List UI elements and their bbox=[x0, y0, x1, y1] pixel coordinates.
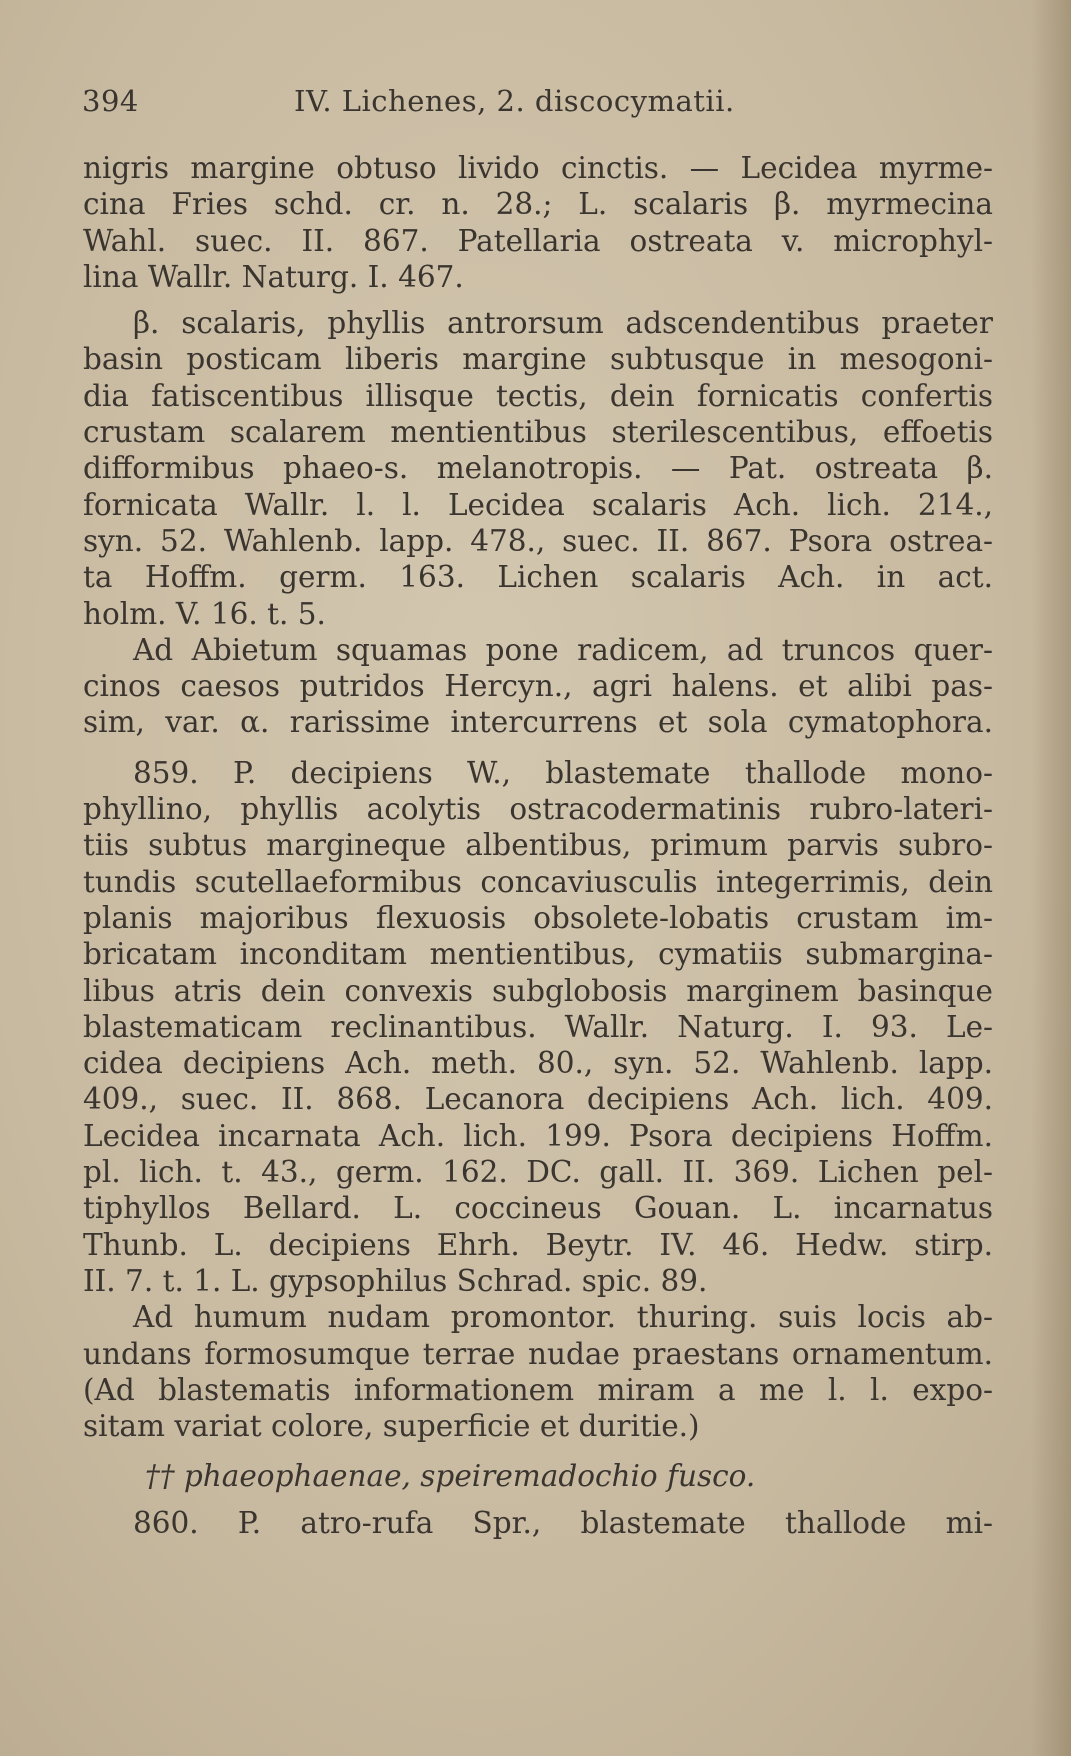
text-line: fornicata Wallr. l. l. Lecidea scalaris Ach. lich. 214., bbox=[83, 487, 993, 522]
page-body bbox=[83, 150, 993, 1541]
text-line: syn. 52. Wahlenb. lapp. 478., suec. II. 867. Psora ostrea- bbox=[83, 523, 993, 558]
text-line: blastematicam reclinantibus. Wallr. Naturg. I. 93. Le- bbox=[83, 1009, 993, 1044]
text-line: ta Hoffm. germ. 163. Lichen scalaris Ach. in act. bbox=[83, 560, 993, 595]
text-line: phyllino, phyllis acolytis ostracodermatinis rubro-lateri- bbox=[83, 792, 993, 827]
text-line: cinos caesos putridos Hercyn., agri halens. et alibi pas- bbox=[83, 669, 993, 704]
section-heading-phaeophaenae: †† phaeophaenae, speiremadochio fusco. bbox=[145, 1459, 756, 1494]
text-line: basin posticam liberis margine subtusque in mesogoni- bbox=[83, 342, 993, 377]
text-line: pl. lich. t. 43., germ. 162. DC. gall. II. 369. Lichen pel- bbox=[83, 1155, 993, 1190]
text-line: cidea decipiens Ach. meth. 80., syn. 52. Wahlenb. lapp. bbox=[83, 1046, 993, 1081]
text-line: undans formosumque terrae nudae praestans ornamentum. bbox=[83, 1336, 993, 1371]
text-line: Wahl. suec. II. 867. Patellaria ostreata v. microphyl- bbox=[83, 223, 993, 258]
running-title: IV. Lichenes, 2. discocymatii. bbox=[294, 84, 735, 118]
text-line: Ad humum nudam promontor. thuring. suis locis ab- bbox=[133, 1300, 993, 1335]
text-line: planis majoribus flexuosis obsolete-lobatis crustam im- bbox=[83, 900, 993, 935]
text-line: holm. V. 16. t. 5. bbox=[83, 596, 326, 631]
text-line: tiphyllos Bellard. L. coccineus Gouan. L. incarnatus bbox=[83, 1191, 993, 1226]
text-line: dia fatiscentibus illisque tectis, dein fornicatis confertis bbox=[83, 378, 993, 413]
species-heading-859: 859. P. decipiens W., blastemate thallode mono- bbox=[133, 755, 993, 790]
text-line: nigris margine obtuso livido cinctis. — Lecidea myrme- bbox=[83, 151, 993, 185]
text-line: II. 7. t. 1. L. gypsophilus Schrad. spic. 89. bbox=[83, 1263, 708, 1298]
text-line: bricatam inconditam mentientibus, cymatiis submargina- bbox=[83, 937, 993, 972]
text-line: 409., suec. II. 868. Lecanora decipiens Ach. lich. 409. bbox=[83, 1082, 993, 1117]
text-line: difformibus phaeo-s. melanotropis. — Pat. ostreata β. bbox=[83, 451, 993, 486]
text-line: tiis subtus margineque albentibus, primum parvis subro- bbox=[83, 828, 993, 863]
page-edge-shadow bbox=[1031, 0, 1071, 1756]
species-heading-860: 860. P. atro-rufa Spr., blastemate thallode mi- bbox=[133, 1505, 993, 1540]
text-line: sim, var. α. rarissime intercurrens et sola cymatophora. bbox=[83, 705, 993, 740]
page-number: 394 bbox=[82, 84, 139, 118]
page-header bbox=[82, 84, 982, 126]
text-line: lina Wallr. Naturg. I. 467. bbox=[83, 259, 464, 294]
text-line: cina Fries schd. cr. n. 28.; L. scalaris β. myrmecina bbox=[83, 187, 993, 222]
text-line: tundis scutellaeformibus concaviusculis integerrimis, dein bbox=[83, 864, 993, 899]
text-line: libus atris dein convexis subglobosis marginem basinque bbox=[83, 973, 993, 1008]
text-line: Lecidea incarnata Ach. lich. 199. Psora decipiens Hoffm. bbox=[83, 1118, 993, 1153]
text-line: (Ad blastematis informationem miram a me l. l. expo- bbox=[83, 1372, 993, 1407]
text-line: Thunb. L. decipiens Ehrh. Beytr. IV. 46. Hedw. stirp. bbox=[83, 1227, 993, 1262]
text-line: sitam variat colore, superficie et duritie.) bbox=[83, 1409, 700, 1444]
text-line: β. scalaris, phyllis antrorsum adscendentibus praeter bbox=[133, 306, 993, 341]
text-line: crustam scalarem mentientibus sterilescentibus, effoetis bbox=[83, 415, 993, 450]
text-line: Ad Abietum squamas pone radicem, ad truncos quer- bbox=[133, 632, 993, 667]
